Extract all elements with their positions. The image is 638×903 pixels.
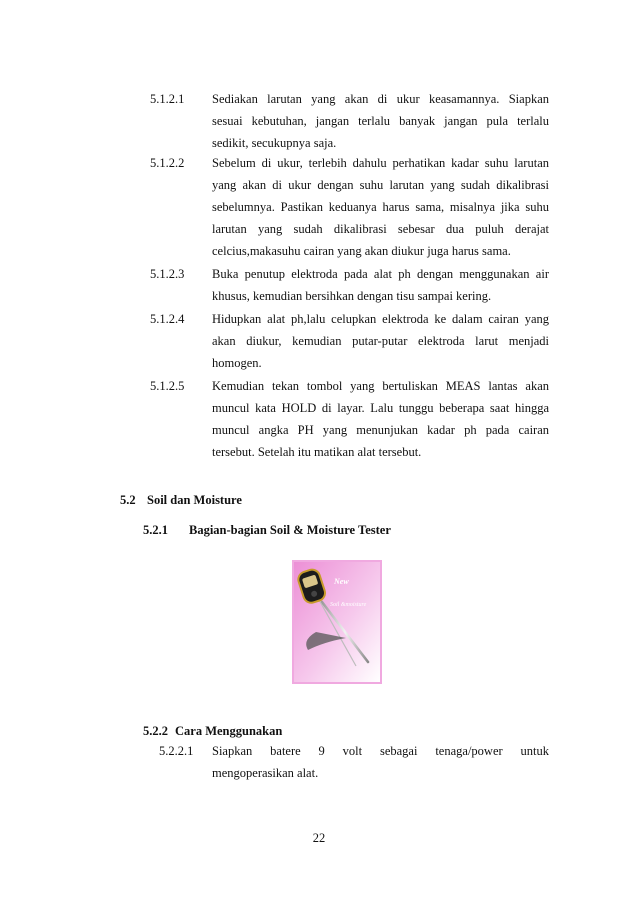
step-text-line: celcius,makasuhu cairan yang akan diukur juga harus sama. <box>212 244 511 258</box>
image-text-soil: Soil &moisture <box>330 602 367 608</box>
step-text-line: Kemudian tekan tombol yang bertuliskan MEAS lantas akan <box>212 379 549 393</box>
section-heading <box>120 493 242 508</box>
step-text-line: muncul angka PH yang menunjukan kadar ph pada cairan <box>212 423 549 437</box>
subsection-heading <box>143 724 282 739</box>
step-text-line: muncul kata HOLD di layar. Lalu tunggu beberapa saat hingga <box>212 401 549 415</box>
step-number: 5.1.2.2 <box>150 156 185 170</box>
step-text-line: yang akan di ukur dengan suhu larutan yang sudah dikalibrasi <box>212 178 549 192</box>
step-text-line: sedikit, secukupnya saja. <box>212 136 337 150</box>
step-number: 5.1.2.5 <box>150 379 185 393</box>
step-text-line: Sediakan larutan yang akan di ukur keasamannya. Siapkan <box>212 92 549 106</box>
subsection-number: 5.2.1 <box>143 523 168 537</box>
step-text-line: Hidupkan alat ph,lalu celupkan elektroda ke dalam cairan yang <box>212 312 549 326</box>
step-text-line: larutan yang sudah dikalibrasi sebesar dua puluh derajat <box>212 222 549 236</box>
step-text-line: Buka penutup elektroda pada alat ph dengan menggunakan air <box>212 267 549 281</box>
step-text-line: mengoperasikan alat. <box>212 766 319 780</box>
step-text-line: homogen. <box>212 356 262 370</box>
step-text-line: khusus, kemudian bersihkan dengan tisu sampai kering. <box>212 289 492 303</box>
step-number: 5.2.2.1 <box>159 744 194 758</box>
image-text-new: New <box>334 577 349 586</box>
step-text-line: akan diukur, kemudian putar-putar elektroda larut menjadi <box>212 334 549 348</box>
step-number: 5.1.2.3 <box>150 267 185 281</box>
section-title: Soil dan Moisture <box>147 493 242 507</box>
step-text-line: sebelumnya. Pastikan keduanya harus sama, misalnya jika suhu <box>212 200 549 214</box>
step-text-line: tersebut. Setelah itu matikan alat tersebut. <box>212 445 422 459</box>
step-number: 5.1.2.4 <box>150 312 185 326</box>
subsection-title: Cara Menggunakan <box>175 724 283 738</box>
section-number: 5.2 <box>120 493 136 507</box>
step-number: 5.1.2.1 <box>150 92 185 106</box>
subsection-title: Bagian-bagian Soil & Moisture Tester <box>189 523 391 537</box>
subsection-number: 5.2.2 <box>143 724 168 738</box>
tester-illustration <box>294 562 380 682</box>
step-text-line: Siapkan batere 9 volt sebagai tenaga/power untuk <box>212 744 549 758</box>
step-text-line: Sebelum di ukur, terlebih dahulu perhatikan kadar suhu larutan <box>212 156 549 170</box>
subsection-heading <box>143 523 391 538</box>
soil-moisture-tester-image <box>292 560 382 684</box>
page-number: 22 <box>312 831 326 845</box>
step-text-line: sesuai kebutuhan, jangan terlalu banyak jangan pula terlalu <box>212 114 549 128</box>
